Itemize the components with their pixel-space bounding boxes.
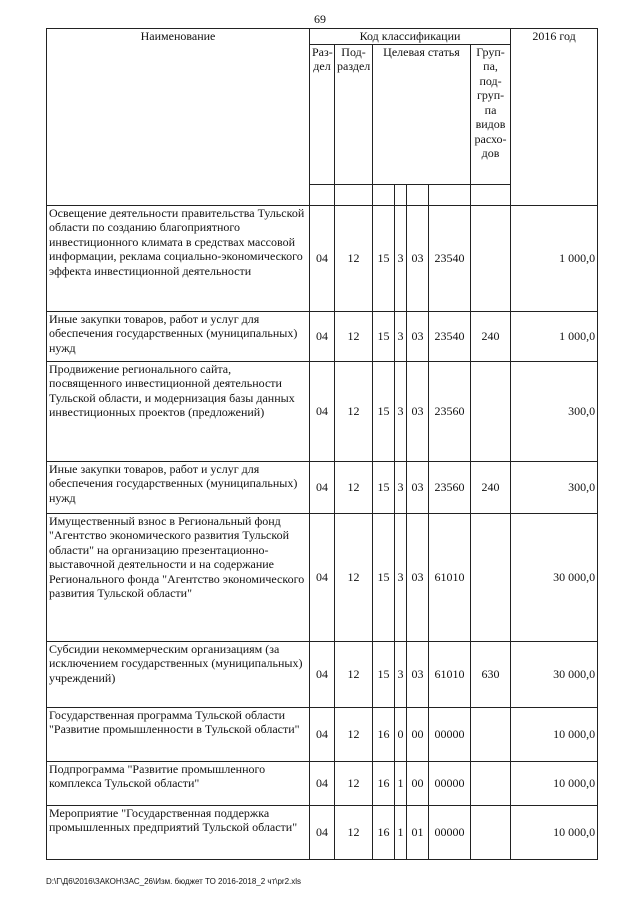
row-expense-group: 630 <box>471 641 511 707</box>
row-target-subprogram: 3 <box>395 361 407 461</box>
row-target-subprogram: 3 <box>395 513 407 641</box>
row-target-event: 03 <box>407 205 429 311</box>
row-target-direction: 00000 <box>429 707 471 761</box>
row-name: Иные закупки товаров, работ и услуг для обеспечения государственных (муниципальных) нужд <box>47 311 310 361</box>
row-target-program: 16 <box>373 761 395 805</box>
header-spacer <box>310 184 335 205</box>
row-expense-group <box>471 707 511 761</box>
row-name: Государственная программа Тульской области "Развитие промышленности в Тульской области" <box>47 707 310 761</box>
row-subsection: 12 <box>335 361 373 461</box>
table-row <box>47 311 598 361</box>
file-path: D:\Г\Д6\2016\ЗАКОН\ЗАС_26\Изм. бюджет ТО 2016-2018_2 чт\pr2.xls <box>46 877 302 886</box>
header-year: 2016 год <box>511 29 598 206</box>
row-subsection: 12 <box>335 641 373 707</box>
row-section: 04 <box>310 641 335 707</box>
row-name: Подпрограмма "Развитие промышленного комплекса Тульской области" <box>47 761 310 805</box>
table-row <box>47 513 598 641</box>
row-amount: 10 000,0 <box>511 707 598 761</box>
row-section: 04 <box>310 805 335 859</box>
row-target-direction: 61010 <box>429 513 471 641</box>
header-target-item: Целевая статья <box>373 44 471 184</box>
row-amount: 10 000,0 <box>511 805 598 859</box>
row-target-program: 15 <box>373 205 395 311</box>
budget-table <box>46 28 598 860</box>
row-amount: 1 000,0 <box>511 205 598 311</box>
row-target-subprogram: 3 <box>395 205 407 311</box>
header-spacer <box>407 184 429 205</box>
row-amount: 10 000,0 <box>511 761 598 805</box>
table-row <box>47 761 598 805</box>
row-target-program: 16 <box>373 707 395 761</box>
row-expense-group <box>471 761 511 805</box>
row-amount: 300,0 <box>511 361 598 461</box>
header-spacer <box>429 184 471 205</box>
row-expense-group <box>471 805 511 859</box>
table-row <box>47 205 598 311</box>
row-name: Мероприятие "Государственная поддержка промышленных предприятий Тульской области" <box>47 805 310 859</box>
row-section: 04 <box>310 205 335 311</box>
row-subsection: 12 <box>335 205 373 311</box>
row-amount: 300,0 <box>511 461 598 513</box>
header-classification-code: Код классификации <box>310 29 511 45</box>
page-number: 69 <box>314 12 326 26</box>
table-row <box>47 461 598 513</box>
row-target-event: 01 <box>407 805 429 859</box>
row-target-direction: 23540 <box>429 205 471 311</box>
row-target-program: 15 <box>373 641 395 707</box>
row-target-subprogram: 1 <box>395 805 407 859</box>
row-target-program: 15 <box>373 361 395 461</box>
row-section: 04 <box>310 513 335 641</box>
row-target-event: 03 <box>407 461 429 513</box>
table-row <box>47 361 598 461</box>
row-expense-group <box>471 513 511 641</box>
row-target-program: 15 <box>373 311 395 361</box>
row-target-event: 00 <box>407 761 429 805</box>
row-target-direction: 00000 <box>429 761 471 805</box>
row-target-subprogram: 3 <box>395 311 407 361</box>
header-spacer <box>395 184 407 205</box>
row-section: 04 <box>310 761 335 805</box>
row-amount: 30 000,0 <box>511 641 598 707</box>
row-section: 04 <box>310 707 335 761</box>
row-subsection: 12 <box>335 513 373 641</box>
row-target-program: 15 <box>373 513 395 641</box>
row-name: Освещение деятельности правительства Тульской области по созданию благоприятного инвестиционного климата в средствах массовой информации, реклама социально-экономического эффекта инвестиционной деятельности <box>47 205 310 311</box>
row-subsection: 12 <box>335 805 373 859</box>
row-amount: 1 000,0 <box>511 311 598 361</box>
row-target-program: 16 <box>373 805 395 859</box>
row-name: Продвижение регионального сайта, посвященного инвестиционной деятельности Тульской области, и модернизация базы данных инвестиционных проектов (предложений) <box>47 361 310 461</box>
header-spacer <box>373 184 395 205</box>
row-subsection: 12 <box>335 311 373 361</box>
row-expense-group: 240 <box>471 311 511 361</box>
row-target-event: 03 <box>407 311 429 361</box>
row-expense-group <box>471 361 511 461</box>
table-row <box>47 641 598 707</box>
row-name: Субсидии некоммерческим организациям (за исключением государственных (муниципальных) учреждений) <box>47 641 310 707</box>
row-target-event: 03 <box>407 641 429 707</box>
header-expense-group: Груп-па, под-груп-па видов расхо-дов <box>471 44 511 184</box>
row-subsection: 12 <box>335 761 373 805</box>
row-target-direction: 23540 <box>429 311 471 361</box>
row-subsection: 12 <box>335 461 373 513</box>
header-subsection: Под-раздел <box>335 44 373 184</box>
row-amount: 30 000,0 <box>511 513 598 641</box>
header-name: Наименование <box>47 29 310 206</box>
row-target-event: 03 <box>407 361 429 461</box>
row-target-direction: 00000 <box>429 805 471 859</box>
row-name: Имущественный взнос в Региональный фонд "Агентство экономического развития Тульской области" на организацию презентационно-выставочной деятельности и на содержание Регионального фонда "Агентство экономического развития Тульской области" <box>47 513 310 641</box>
row-target-subprogram: 3 <box>395 641 407 707</box>
row-name: Иные закупки товаров, работ и услуг для обеспечения государственных (муниципальных) нужд <box>47 461 310 513</box>
row-expense-group <box>471 205 511 311</box>
row-expense-group: 240 <box>471 461 511 513</box>
header-spacer <box>335 184 373 205</box>
row-target-direction: 23560 <box>429 361 471 461</box>
row-section: 04 <box>310 311 335 361</box>
row-target-subprogram: 0 <box>395 707 407 761</box>
row-target-direction: 61010 <box>429 641 471 707</box>
header-section: Раз-дел <box>310 44 335 184</box>
row-subsection: 12 <box>335 707 373 761</box>
row-section: 04 <box>310 461 335 513</box>
table-row <box>47 707 598 761</box>
row-target-program: 15 <box>373 461 395 513</box>
header-spacer <box>471 184 511 205</box>
row-target-event: 00 <box>407 707 429 761</box>
row-target-subprogram: 3 <box>395 461 407 513</box>
row-section: 04 <box>310 361 335 461</box>
row-target-event: 03 <box>407 513 429 641</box>
row-target-direction: 23560 <box>429 461 471 513</box>
row-target-subprogram: 1 <box>395 761 407 805</box>
table-row <box>47 805 598 859</box>
